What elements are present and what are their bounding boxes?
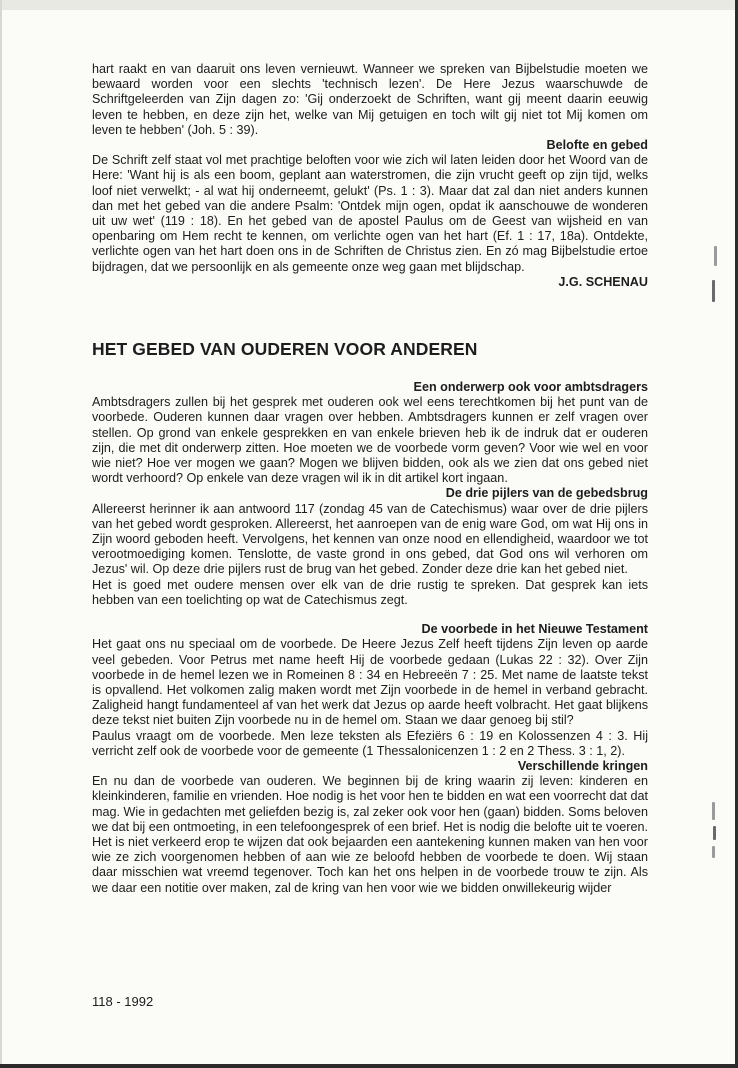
section-paragraph: En nu dan de voorbede van ouderen. We beginnen bij de kring waarin zij leven: kinderen en kleinkinderen, familie en vrienden. Hoe nodig is het voor hen te bidden en wat een voorrecht dat dat mag. Wie in gedachten met geliefden bezig is, zal zeker ook voor hen (gaan) bidden. Soms beloven we dat bij een ontmoeting, in een telefoongesprek of een brief. Het is nodig die belofte uit te voeren. Het is niet verkeerd erop te wijzen dat ook bejaarden een aantekening kunnen maken van hen voor wie ze zich voorgenomen hebben of aan wie ze beloofd hebben de voorbede te doen. Wij staan daar misschien wat vreemd tegenover. Toch kan het ons helpen in de voorbede trouw te zijn. Als we daar een notitie over maken, zal de kring van hen voor wie we bidden onwillekeurig wijder — [92, 774, 648, 895]
intro-paragraph: hart raakt en van daaruit ons leven vernieuwt. Wanneer we spreken van Bijbelstudie moeten we bewaard worden voor een slechts 'technisch lezen'. De Here Jezus waarschuwde de Schriftgeleerden van Zijn dagen zo: 'Gij onderzoekt de Schriften, want gij meent daarin eeuwig leven te hebben, en deze zijn het, welke van Mij getuigen en toch wilt gij niet tot Mij komen om leven te hebben' (Joh. 5 : 39). — [92, 62, 648, 137]
page-edge-top — [0, 0, 738, 10]
section-paragraph: Paulus vraagt om de voorbede. Men leze teksten als Efeziërs 6 : 19 en Kolossenzen 4 : 3. Hij verricht zelf ook de voorbede voor de gemeente (1 Thessalonicenzen 1 : 2 en 2 Thess. 3 : 1, 2). — [92, 728, 648, 758]
binding-mark — [712, 802, 715, 820]
section-heading: Belofte en gebed — [546, 138, 648, 153]
section-gap — [92, 608, 648, 622]
binding-mark — [714, 246, 717, 266]
section-paragraph: Allereerst herinner ik aan antwoord 117 (zondag 45 van de Catechismus) waar over de drie pijlers van het gebed wordt gesproken. Allereerst, het aanroepen van de enig ware God, om wat Hij ons in Zijn woord geboden heeft. Vervolgens, het kennen van onze nood en ellendigheid, waardoor we tot verootmoediging komen. Tenslotte, de vaste grond in ons gebed, dat God ons wil verhoren om Jezus' wil. Op deze drie pijlers rust de brug van het gebed. Zonder deze drie kan het gebed niet. — [92, 501, 648, 577]
page-edge-left — [0, 0, 2, 1068]
section-paragraph: Ambtsdragers zullen bij het gesprek met ouderen ook wel eens terechtkomen bij het punt van de voorbede. Ouderen kunnen daar vragen over hebben. Ambtsdragers kunnen er zelf vragen over stellen. Op grond van enkele gesprekken en van enkele brieven heb ik de indruk dat er ouderen zijn, die met dit onderwerp zitten. Hoe moeten we de voorbede vorm geven? Voor wie wel en voor wie niet? Hoe ver mogen we gaan? Mogen we blijven bidden, ook als we zien dat ons gebed niet wordt verhoord? Op enkele van deze vragen wil ik in dit artikel kort ingaan. — [92, 395, 648, 486]
intro-paragraph-2: De Schrift zelf staat vol met prachtige beloften voor wie zich wil laten leiden door het Woord van de Here: 'Want hij is als een boom, geplant aan waterstromen, die zijn vrucht geeft op zijn tijd, welks loof niet verwelkt; - al wat hij onderneemt, gelukt' (Ps. 1 : 3). Maar dat zal dan niet anders kunnen dan met het gebed van die andere Psalm: 'Ontdek mijn ogen, opdat ik aanschouwe de wonderen uit uw wet' (119 : 18). En het gebed van de apostel Paulus om de Geest van wijsheid en van openbaring om Hem recht te kennen, om verlichte ogen van het hart (Ef. 1 : 17, 18a). Ontdekte, verlichte ogen van het hart doen ons in de Schriften de Christus zien. En zó mag Bijbelstudie ertoe bijdragen, dat we persoonlijk en als gemeente onze weg gaan met blijdschap. — [92, 153, 648, 274]
page-edge-bottom — [0, 1064, 738, 1068]
binding-mark — [712, 280, 715, 302]
page-number: 118 - 1992 — [92, 994, 154, 1009]
text-column — [92, 62, 648, 896]
article-title: HET GEBED VAN OUDEREN VOOR ANDEREN — [92, 339, 478, 360]
section-heading: Een onderwerp ook voor ambtsdragers — [413, 380, 648, 395]
section-paragraph: Het gaat ons nu speciaal om de voorbede. De Heere Jezus Zelf heeft tijdens Zijn leven op aarde veel gebeden. Voor Petrus met name heeft Hij de voorbede gedaan (Lukas 22 : 32). Over Zijn voorbede in de hemel lezen we in Romeinen 8 : 34 en Hebreeën 7 : 25. Met name de laatste tekst is opvallend. Het volkomen zalig maken wordt met Zijn voorbede in de hemel in verband gebracht. Zaligheid hangt fundamenteel af van het werk dat Jezus op aarde heeft volbracht. Het gaat blijkens deze tekst niet buiten Zijn voorbede nu in de hemel om. Staan we daar genoeg bij stil? — [92, 637, 648, 728]
binding-mark — [712, 846, 715, 858]
binding-mark — [713, 826, 716, 840]
section-heading: Verschillende kringen — [517, 758, 648, 773]
section-heading: De drie pijlers van de gebedsbrug — [445, 486, 648, 501]
section-paragraph: Het is goed met oudere mensen over elk van de drie rustig te spreken. Dat gesprek kan iets hebben van een toelichting op wat de Catechismus zegt. — [92, 577, 648, 607]
section-heading: De voorbede in het Nieuwe Testament — [421, 622, 648, 637]
author-signature: J.G. SCHENAU — [558, 274, 648, 289]
